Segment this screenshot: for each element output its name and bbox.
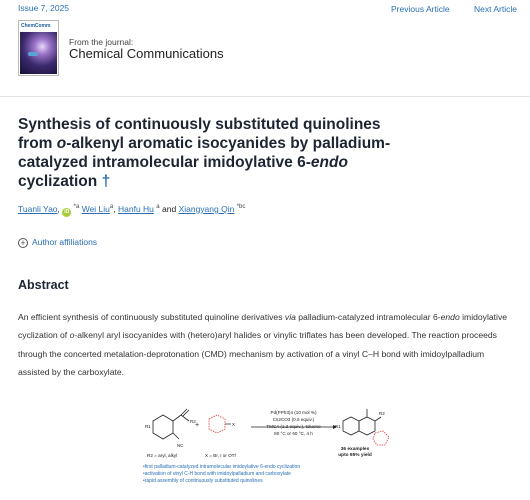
x-note: X = Br, I or OTf [205,453,236,458]
expand-plus-icon: + [18,238,28,248]
author-affil-sup-2: a [109,204,114,211]
svg-text:R1: R1 [335,424,341,429]
next-article-link[interactable]: Next Article [474,4,517,14]
svg-text:R2: R2 [379,411,385,416]
from-journal-label: From the journal: [69,37,134,47]
bullet-1: •first palladium-catalyzed intramolecular imidoylative 6-endo cyclization [143,464,301,470]
author-link-4[interactable]: Xiangyang Qin [178,204,235,214]
highlight-bullets [143,464,300,485]
cover-art [20,32,57,74]
author-affil-sup-1: *a [73,204,80,211]
svg-text:R2: R2 [190,419,196,424]
issue-link[interactable]: Issue 7, 2025 [18,3,70,13]
svg-text:X: X [232,422,236,427]
cover-title: ChemComm [21,23,51,29]
bullet-2: •activation of vinyl C-H bond with imidoylpalladium and carboxylate [143,471,291,477]
svg-text:NC: NC [177,443,184,448]
author-link-3[interactable]: Hanfu Hu [117,204,154,214]
svg-text:R1: R1 [145,424,151,429]
author-link-2[interactable]: Wei Liu [81,204,110,214]
abstract-heading: Abstract [18,278,69,292]
previous-article-link[interactable]: Previous Article [391,4,450,14]
author-link-1[interactable]: Tuanli Yao [18,204,58,214]
article-title: Synthesis of continuously substituted quinolines from o-alkenyl aromatic isocyanides by palladium-catalyzed intramolecular imidoylative 6-endo cyclization † [18,116,391,190]
reaction-conditions: Pd(PPh3)4 (10 mol %) Cs2CO3 (0.6 equiv.) TMCA (1.2 equiv.), toluene 80 °C or 60 °C, 4 h [266,410,321,436]
graphical-abstract-image[interactable] [143,407,393,497]
journal-cover-image[interactable] [18,20,59,76]
r2-note: R2 = aryl, alkyl [147,453,178,458]
abstract-text: An efficient synthesis of continuously substituted quinoline derivatives via palladium-catalyzed intramolecular 6-endo imidoylative cyclization of o-alkenyl aryl isocyanides with (hetero)aryl halides or vinylic triflates has been developed. The reaction proceeds through the concerted metalation-deprotonation (CMD) mechanism by activation of a vinyl C–H bond with imidoylpalladium assisted by the carboxylate. [18,312,508,377]
author-list: Tuanli Yao, iD $^{*a}$ Wei Liu$^a$, Hanfu Hu $^a$ and Xiangyang Qin $^{*bc}$ [18,204,246,215]
author-affiliations-label: Author affiliations [32,237,98,247]
plus-sign: + [195,422,200,429]
author-affil-sup-3: a [156,204,160,211]
journal-name-link[interactable]: Chemical Communications [69,46,224,61]
footnote-dagger-link[interactable]: † [101,173,111,190]
bullet-3: •rapid assembly of continuously substituted quinolines [143,478,263,484]
author-conjunction: and [162,204,177,214]
header-divider [0,96,530,97]
top-bar [0,0,530,16]
author-affiliations-toggle[interactable] [18,237,97,248]
orcid-icon[interactable]: iD [64,209,70,215]
examples-note: 36 examples upto 95% yield [338,447,372,458]
author-affil-sup-4: *bc [236,204,246,211]
